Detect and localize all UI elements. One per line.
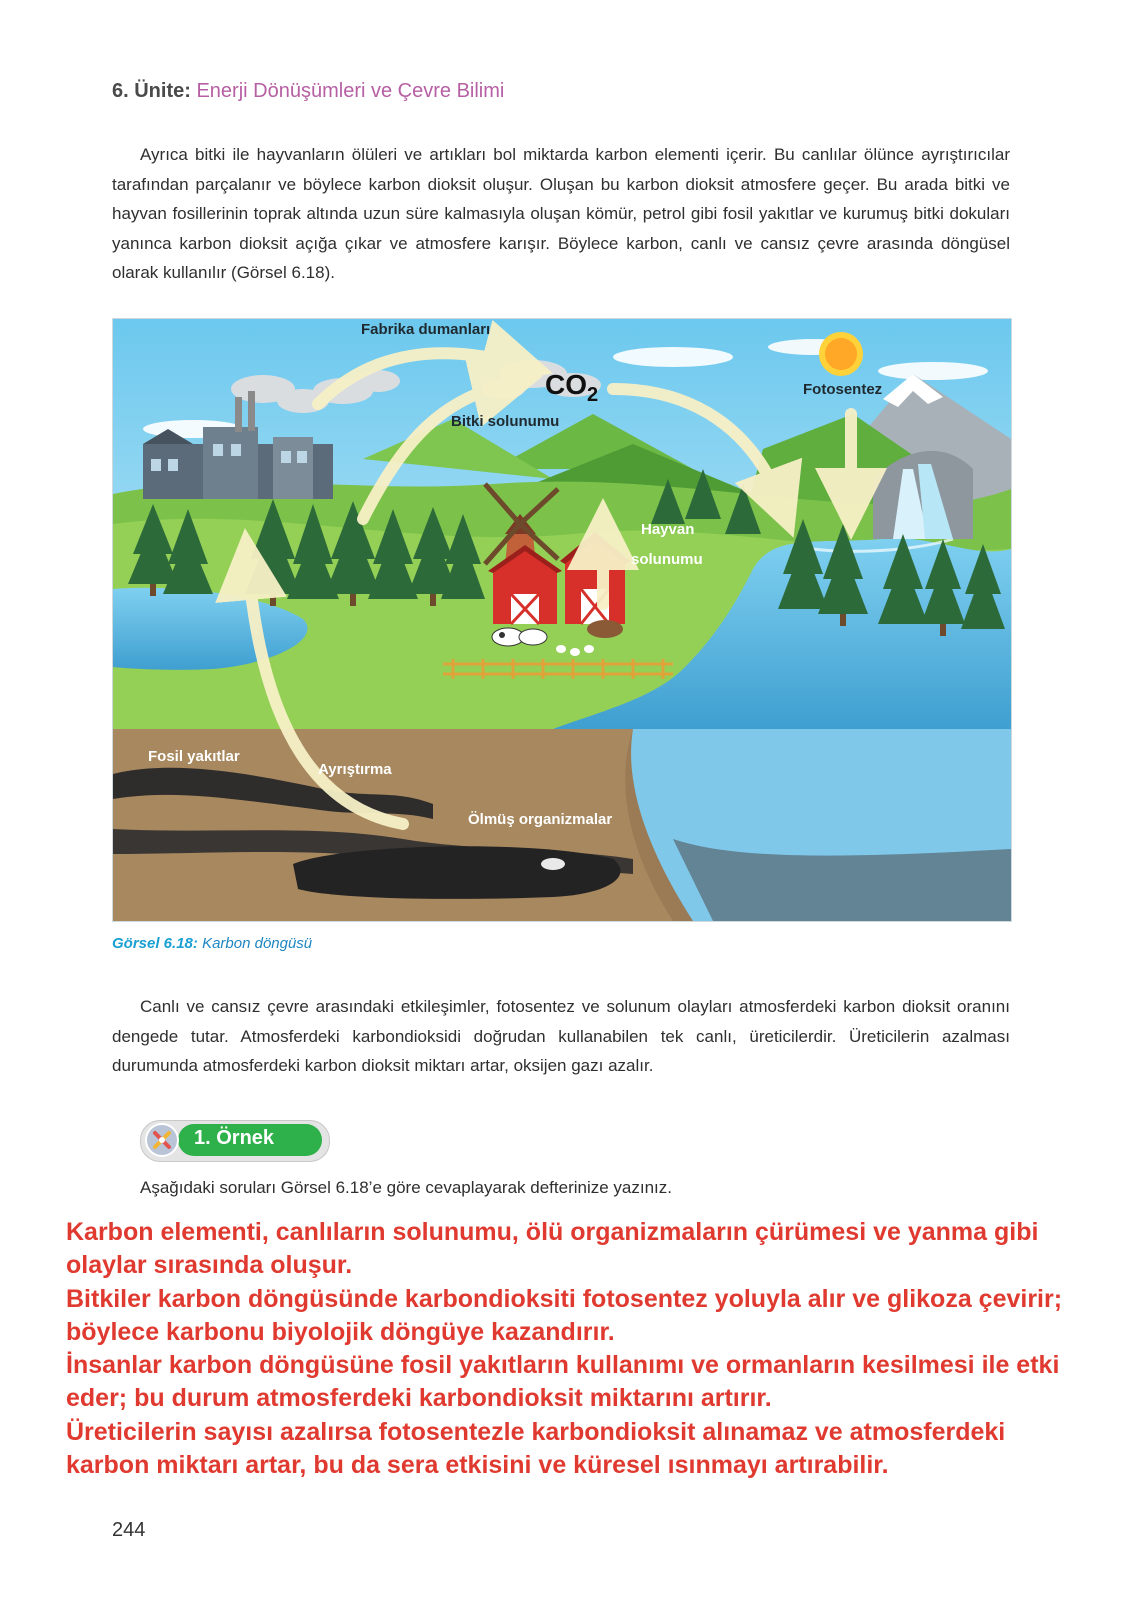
subject-title: Enerji Dönüşümleri ve Çevre Bilimi	[196, 80, 505, 102]
label-fossil-fuels: Fosil yakıtlar	[148, 748, 240, 765]
example-badge	[140, 1120, 330, 1162]
tools-icon	[145, 1123, 179, 1157]
label-photosynthesis: Fotosentez	[803, 381, 883, 398]
label-decomposition: Ayrıştırma	[318, 761, 392, 778]
answer-item: Üreticilerin sayısı azalırsa fotosentezle karbondioksit alınamaz ve atmosferdeki karbon miktarı artar, bu da sera etkisini ve küresel ısınmayı artırabilir.	[66, 1417, 1006, 1480]
page-header	[112, 80, 504, 103]
answer-item: Bitkiler karbon döngüsünde karbondioksiti fotosentez yoluyla alır ve glikoza çevirir; böylece karbonu biyolojik döngüye kazandırır.	[66, 1284, 1063, 1346]
carbon-cycle-figure	[112, 318, 1012, 922]
sun-icon	[819, 332, 863, 376]
label-co2: $CO_2$	[545, 369, 599, 406]
label-dead-organisms: Ölmüş organizmalar	[468, 811, 613, 828]
figure-caption	[112, 935, 312, 952]
caption-text: Karbon döngüsü	[202, 935, 313, 952]
label-plant-respiration: Bitki solunumu	[451, 413, 560, 430]
unit-label: 6. Ünite:	[112, 80, 191, 102]
paragraph-1: Ayrıca bitki ile hayvanların ölüleri ve artıkları bol miktarda karbon elementi içerir. Bu canlılar ölünce ayrıştırıcılar tarafından parçalanır ve böylece karbon dioksit oluşur. Oluşan bu karbon dioksit atmosfere geçer. Bu arada bitki ve hayvan fosillerinin toprak altında uzun süre kalmasıyla oluşan kömür, petrol gibi fosil yakıtlar ve kurumuş bitki dokuları yanınca karbon dioksit açığa çıkar ve atmosfere karışır. Böylece karbon, canlı ve cansız çevre arasında döngüsel olarak kullanılır (Görsel 6.18).	[112, 145, 1010, 282]
example-instruction: Aşağıdaki soruları Görsel 6.18’e göre cevaplayarak defterinize yazınız.	[140, 1178, 672, 1197]
answer-item: İnsanlar karbon döngüsüne fosil yakıtların kullanımı ve ormanların kesilmesi ile etki eder; bu durum atmosferdeki karbondioksit miktarını artırır.	[66, 1351, 1060, 1413]
carbon-cycle-illustration	[113, 319, 1011, 921]
dead-organism-deposit	[293, 846, 621, 899]
paragraph-2: Canlı ve cansız çevre arasındaki etkileşimler, fotosentez ve solunum olayları atmosferdeki karbon dioksit oranını dengede tutar. Atmosferdeki karbondioksidi doğrudan kullanabilen tek canlı, üreticilerdir. Üreticilerin azalması durumunda atmosferdeki karbon dioksit miktarı artar, oksijen gazı azalır.	[112, 997, 1010, 1075]
page-number: 244	[112, 1519, 146, 1541]
label-factory-smoke: Fabrika dumanları	[361, 321, 491, 338]
answer-item: Karbon elementi, canlıların solunumu, ölü organizmaların çürümesi ve yanma gibi olaylar sırasında oluşur.	[66, 1218, 1039, 1280]
answers-block	[66, 1216, 1076, 1482]
caption-number: Görsel 6.18:	[112, 935, 198, 952]
label-animal-respiration-1: Hayvan	[641, 521, 695, 538]
example-label: 1. Örnek	[194, 1127, 275, 1149]
label-animal-respiration-2: solunumu	[631, 551, 703, 568]
